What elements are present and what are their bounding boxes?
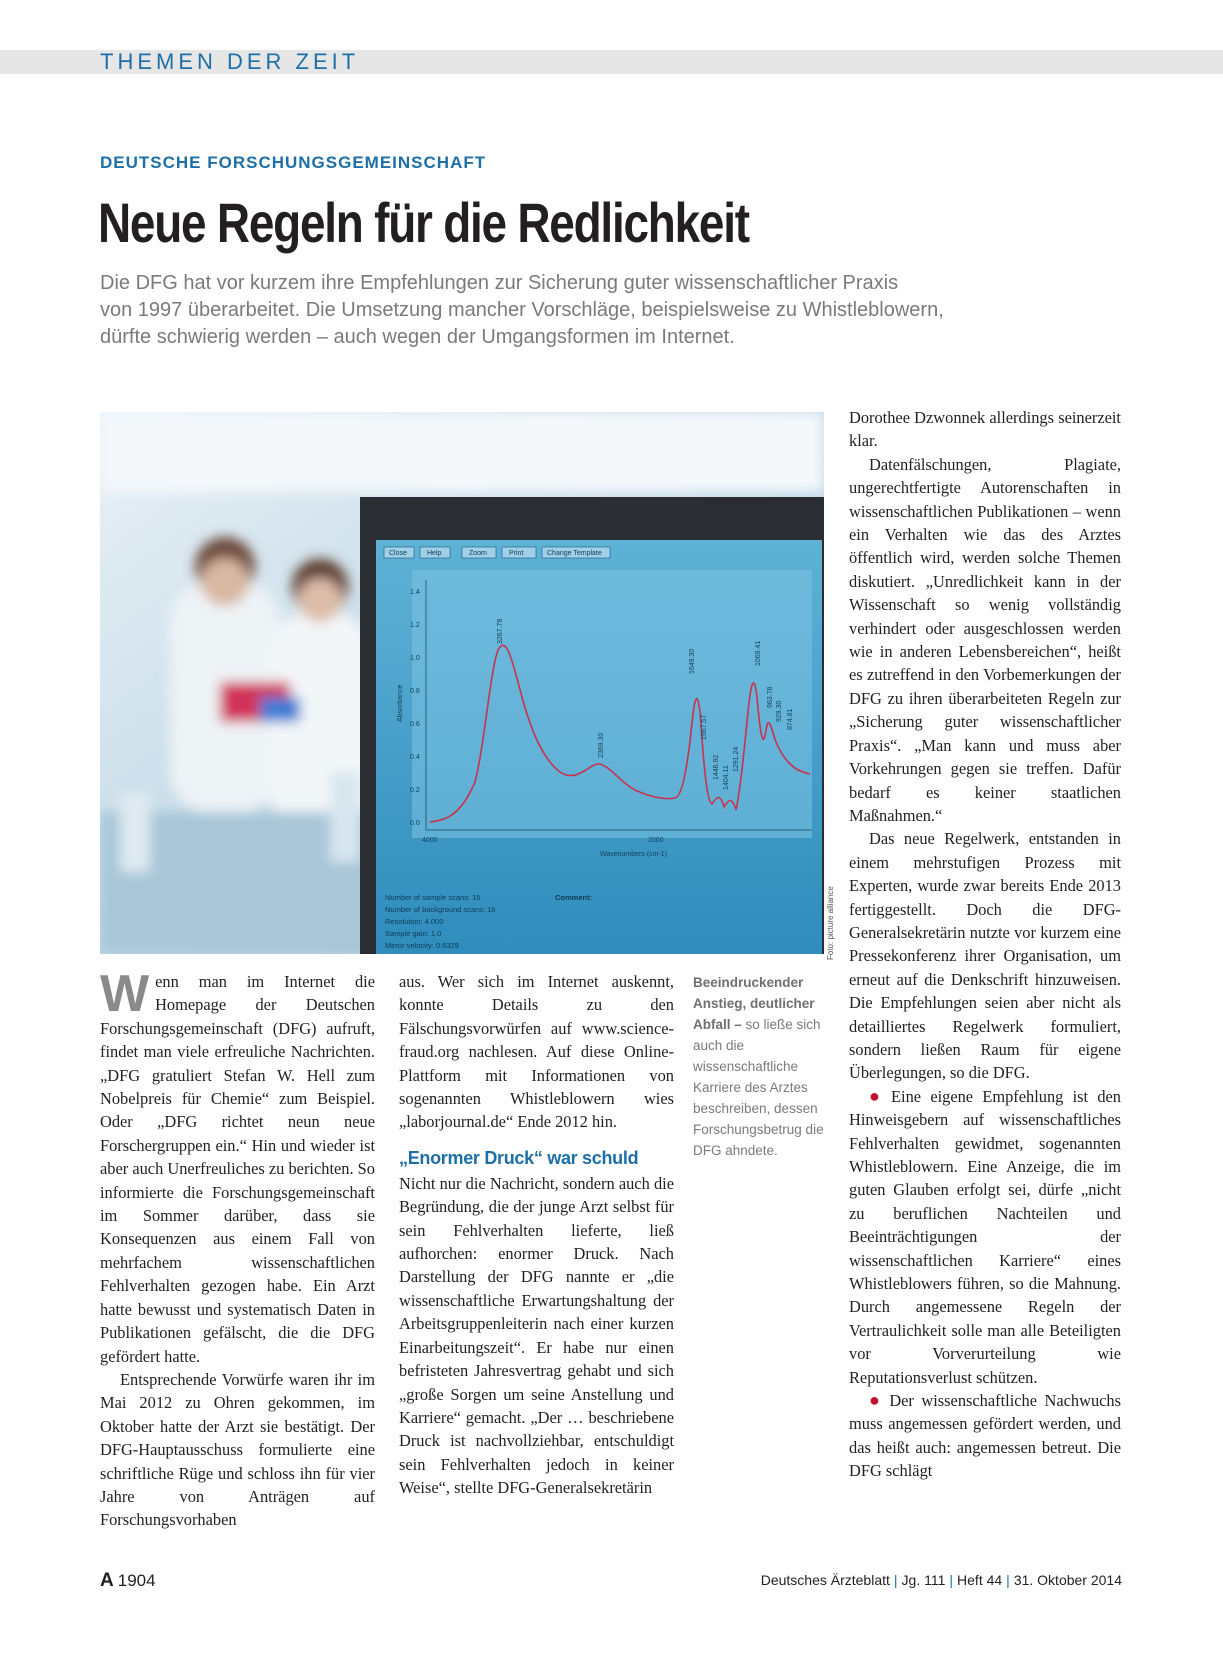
journal-issue: Heft 44	[957, 1572, 1003, 1588]
peak-label: 929.30	[776, 700, 783, 722]
article-photo	[100, 412, 824, 954]
y-tick: 1.4	[410, 589, 420, 596]
paragraph: Nicht nur die Nachricht, sondern auch die Begründung, die der junge Arzt selbst für sein Fehlverhalten lieferte, ließ aufhorchen: enormer Druck. Nach Darstellung der DFG nannte er „die wissenschaftliche Erwartungshaltung der Arbeitsgruppenleiterin nach einer kurzen Einarbeitungszeit“. Er habe nur einen befristeten Jahresvertrag gehabt und sich „große Sorgen um seine Anstellung und Karriere“ gemacht. „Der … beschriebene Druck ist nachvollziehbar, entschuldigt sein Fehlverhalten jedoch in keiner Weise“, stellte DFG-Generalsekretärin	[399, 1173, 674, 1498]
drop-cap: W	[100, 965, 150, 1023]
scan-info-line: Sample gain: 1.0	[385, 929, 442, 938]
journal-volume: Jg. 111	[901, 1572, 946, 1588]
y-tick: 0.2	[410, 787, 420, 794]
x-axis-label: Wavenumbers (cm-1)	[600, 851, 668, 858]
bullet-paragraph	[849, 1085, 1121, 1389]
photo-credit: Foto: picture alliance	[826, 886, 835, 960]
peak-label: 2369.30	[598, 732, 605, 758]
lead-line: Die DFG hat vor kurzem ihre Empfehlungen zur Sicherung guter wissenschaftlicher Praxis	[100, 272, 899, 294]
peak-label: 1291.24	[733, 746, 740, 772]
separator: |	[893, 1572, 898, 1588]
journal-footer	[761, 1572, 1122, 1588]
peak-label: 874.81	[787, 708, 794, 730]
journal-date: 31. Oktober 2014	[1013, 1572, 1122, 1588]
bullet-dot-icon: ●	[869, 1085, 886, 1106]
body-column-1	[100, 965, 375, 1532]
paragraph: Entsprechende Vorwürfe waren ihr im Mai 2012 zu Ohren gekommen, im Oktober hatte der Arzt sie bestätigt. Der DFG-Hauptausschuss formulierte eine schriftliche Rüge und schloss ihn für vier Jahre von Anträgen auf Forschungsvorhaben	[100, 1369, 375, 1530]
y-tick: 0.4	[410, 754, 420, 761]
lab-scene-illustration	[100, 412, 824, 954]
caption-text: so ließe sich auch die wissenschaftliche Karriere des Arztes beschreiben, dessen Forschungsbetrug die DFG ahndete.	[693, 1017, 824, 1158]
comment-label: Comment:	[555, 893, 593, 902]
scan-info-line: Number of background scans: 16	[385, 905, 496, 914]
peak-label: 1446.92	[713, 754, 720, 780]
paragraph: Das neue Regelwerk, entstanden in einem mehrstufigen Prozess mit Experten, wurde zwar bereits Ende 2013 fertiggestellt. Doch die DFG-Generalsekretärin nutzte vor kurzem eine Pressekonferenz ihrer Organisation, um erneut auf die Denkschrift hinzuweisen. Die Empfehlungen seien aber nicht als detailliertes Regelwerk formuliert, sondern ließen Raum für eigene Überlegungen, so die DFG.	[849, 829, 1121, 1083]
scan-info-line: Mirror velocity: 0.6329	[385, 941, 459, 950]
peak-label: 963.78	[767, 686, 774, 708]
screen-button-change-template: Change Template	[547, 550, 602, 557]
body-column-3	[849, 406, 1121, 1483]
photo-caption	[693, 972, 828, 1161]
lead-line: von 1997 überarbeitet. Die Umsetzung mancher Vorschläge, beispielsweise zu Whistleblowern,	[100, 299, 944, 321]
article-headline: Neue Regeln für die Redlichkeit	[98, 191, 749, 254]
scan-info-line: Number of sample scans: 16	[385, 893, 481, 902]
subheading: „Enormer Druck“ war schuld	[399, 1147, 639, 1168]
x-tick: 4000	[422, 837, 438, 844]
bullet-dot-icon: ●	[869, 1390, 884, 1411]
y-tick: 1.2	[410, 622, 420, 629]
separator: |	[1006, 1572, 1010, 1588]
peak-label: 1649.30	[689, 648, 696, 674]
caption-bold: Beeindruckender Anstieg, deutlicher Abfall –	[693, 975, 815, 1032]
page-number	[100, 1570, 156, 1592]
bullet-text: Eine eigene Empfehlung ist den Hinweisgebern auf wissenschaftliches Fehlverhalten gewidmet, sogenannten Whistleblowern. Eine Anzeige, die im guten Glauben erfolgt sei, dürfe „nicht zu beruflichen Nachteilen und Beeinträchtigungen der wissenschaftlichen Karriere“ eines Whistleblowers führen, so die Mahnung. Durch angemessene Regeln der Vertraulichkeit solle man alle Beteiligten vor Vorverurteilung wie Reputationsverlust schützen.	[849, 1086, 1122, 1387]
peak-label: 1567.57	[701, 714, 708, 740]
scan-info-line: Resolution: 4.000	[385, 917, 444, 926]
y-tick: 0.6	[410, 721, 420, 728]
peak-label: 3267.78	[497, 618, 504, 644]
y-tick: 0.0	[410, 820, 420, 827]
page-prefix: A	[100, 1570, 114, 1591]
screen-button-zoom: Zoom	[469, 550, 487, 557]
y-tick: 0.8	[410, 688, 420, 695]
paragraph: Datenfälschungen, Plagiate, ungerechtfertigte Autorenschaften in wissenschaftlichen Publikationen – wenn ein Verhalten wie das des Arztes öffentlich wird, werden solche Themen diskutiert. „Unredlichkeit kann in der Wissenschaft so wenig vollständig verhindert oder ausgeschlossen werden wie in anderen Lebensbereichen“, heißt es zutreffend in den Vorbemerkungen der DFG zu ihren überarbeiteten Regeln zur „Sicherung guter wissenschaftlicher Praxis“. „Man kann und muss aber Vorkehrungen gegen sie treffen. Dafür bedarf es keiner staatlichen Maßnahmen.“	[849, 454, 1121, 825]
screen-button-close: Close	[389, 550, 407, 557]
article-kicker: DEUTSCHE FORSCHUNGSGEMEINSCHAFT	[100, 153, 487, 172]
peak-label: 1069.41	[755, 640, 762, 666]
screen-button-help: Help	[427, 550, 442, 557]
journal-name: Deutsches Ärzteblatt	[760, 1572, 890, 1588]
body-column-2	[399, 970, 674, 1500]
separator: |	[949, 1572, 954, 1588]
paragraph-text: enn man im Internet die Homepage der Deutschen Forschungsgemeinschaft (DFG) aufruft, findet man viele erfreuliche Nachrichten. „DFG gratuliert Stefan W. Hell zum Nobelpreis für Chemie“ zum Beispiel. Oder „DFG richtet neun neue Forschergruppen ein.“ Hin und wieder ist aber auch Unerfreuliches zu berichten. So informierte die Forschungsgemeinschaft im Sommer darüber, dass sie Konsequenzen aus einem Fall von mehrfachem wissenschaftlichen Fehlverhalten gezogen habe. Ein Arzt hatte bewusst und systematisch Daten in Publikationen gefälscht, die die DFG gefördert hatte.	[100, 972, 375, 1366]
screen-button-print: Print	[509, 550, 524, 557]
article-lead	[100, 270, 1120, 351]
page-number-value: 1904	[117, 1571, 156, 1590]
spectrum-chart	[397, 570, 812, 858]
bullet-text: Der wissenschaftliche Nachwuchs muss angemessen gefördert werden, und das heißt auch: angemessen betreut. Die DFG schlägt	[849, 1391, 1122, 1481]
peak-label: 1404.11	[723, 765, 730, 790]
x-tick: 2000	[648, 837, 664, 844]
bullet-paragraph	[849, 1389, 1121, 1483]
lead-line: dürfte schwierig werden – auch wegen der Umgangsformen im Internet.	[100, 326, 735, 348]
y-axis-label: Absorbance	[397, 684, 404, 722]
paragraph: aus. Wer sich im Internet auskennt, konnte Details zu den Fälschungsvorwürfen auf www.science-fraud.org nachlesen. Auf diese Online-Plattform mit Informationen von sogenannten Whistleblowern wies „laborjournal.de“ Ende 2012 hin.	[399, 972, 674, 1132]
y-tick: 1.0	[410, 655, 420, 662]
paragraph: Dorothee Dzwonnek allerdings seinerzeit klar.	[849, 408, 1121, 451]
section-label: THEMEN DER ZEIT	[100, 49, 360, 74]
paragraph	[100, 965, 375, 1368]
